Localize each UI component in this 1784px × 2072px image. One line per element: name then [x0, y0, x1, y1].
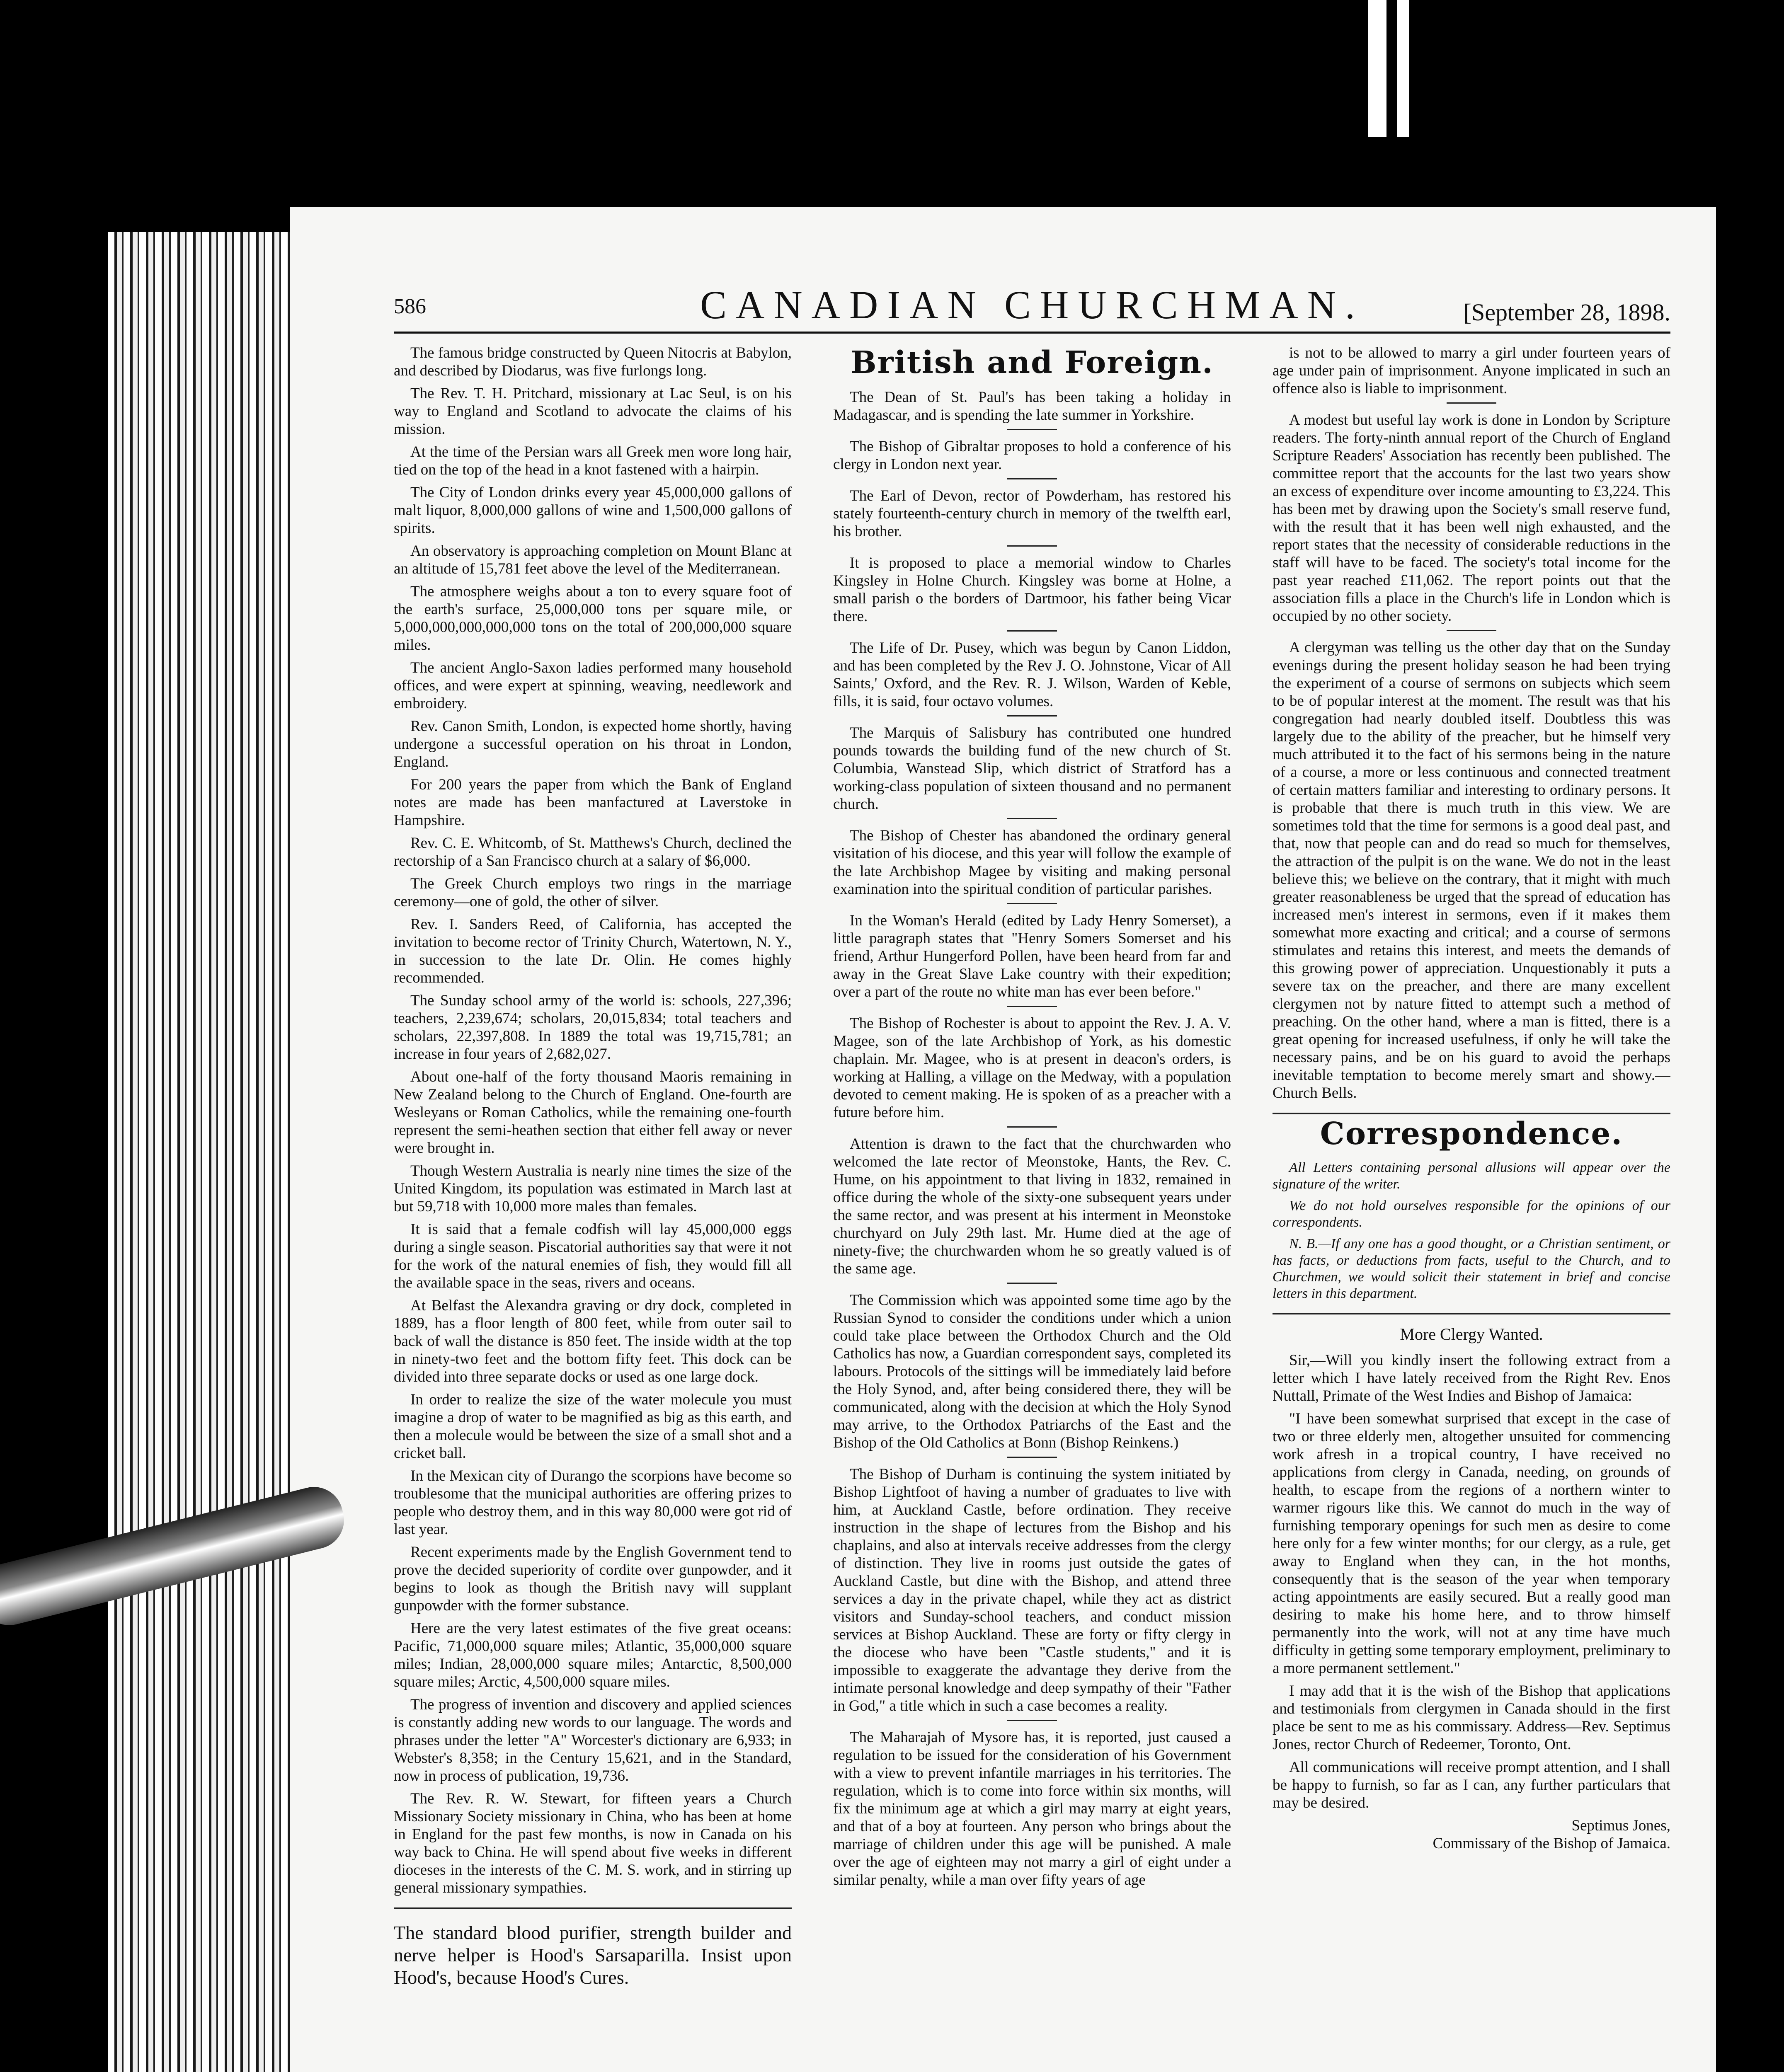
- separator: [1007, 545, 1057, 547]
- paragraph: The Life of Dr. Pusey, which was begun by Canon Liddon, and has been completed by the Rev J. O. Johnstone, Vicar of All Saints,' Oxford, and the Rev. R. J. Wilson, Warden of Keble, fills, it is said, four octavo volumes.: [833, 639, 1231, 710]
- page-number: 586: [394, 295, 426, 318]
- paragraph: The Marquis of Salisbury has contributed one hundred pounds towards the building fund of the new church of St. Columbia, Wanstead Slip, which district of Stratford has a working-class population of sixteen thousand and no permanent church.: [833, 724, 1231, 813]
- paragraph: A modest but useful lay work is done in London by Scripture readers. The forty-ninth annual report of the Church of England Scripture Readers' Association has recently been published. The committee report that the accounts for the last two years show an excess of expenditure over income amounting to £3,224. This has been met by drawing upon the Society's small reserve fund, with the result that it has been well nigh exhausted, and the report states that the necessity of considerable reductions in the staff will have to be faced. The society's total income for the past year reached £11,062. The report points out that the association fills a place in the Church's life in London which is occupied by no other society.: [1273, 411, 1670, 625]
- separator: [1273, 1313, 1670, 1314]
- signature-title: Commissary of the Bishop of Jamaica.: [1433, 1835, 1670, 1852]
- paragraph: The Earl of Devon, rector of Powderham, has restored his stately fourteenth-century church in memory of the twelfth earl, his brother.: [833, 487, 1231, 540]
- paragraph: In the Woman's Herald (edited by Lady Henry Somerset), a little paragraph states that "Henry Somers Somerset and his friend, Arthur Hungerford Pollen, have been heard from far and away in the Great Slave Lake country with their expedition; over a part of the route no white man has ever been before.": [833, 912, 1231, 1000]
- paragraph: The Sunday school army of the world is: schools, 227,396; teachers, 2,239,674; scholars, 20,015,834; total teachers and scholars, 22,397,808. In 1889 the total was 19,715,781; an increase in four years of 2,682,027.: [394, 992, 792, 1063]
- paragraph: All Letters containing personal allusions will appear over the signature of the writer.: [1273, 1160, 1670, 1192]
- column-3-paragraphs: [1273, 344, 1670, 1102]
- paragraph: N. B.—If any one has a good thought, or a Christian sentiment, or has facts, or deductions from facts, useful to the Church, and to Churchmen, we would solicit their statement in brief and concise letters in this department.: [1273, 1236, 1670, 1301]
- paragraph: An observatory is approaching completion on Mount Blanc at an altitude of 15,781 feet above the level of the Mediterranean.: [394, 542, 792, 577]
- paragraph: All communications will receive prompt attention, and I shall be happy to furnish, so far as I can, any further particulars that may be desired.: [1273, 1759, 1670, 1811]
- binder-clip-top: [1368, 0, 1386, 137]
- binder-clip-top: [1397, 0, 1409, 137]
- paragraph: In order to realize the size of the water molecule you must imagine a drop of water to be magnified as big as this earth, and then a molecule would be between the size of a small shot and a cricket ball.: [394, 1391, 792, 1462]
- separator: [1273, 1113, 1670, 1114]
- separator: [1007, 1126, 1057, 1128]
- paragraph: The famous bridge constructed by Queen Nitocris at Babylon, and described by Diodarus, was five furlongs long.: [394, 344, 792, 379]
- paragraph: Here are the very latest estimates of the five great oceans: Pacific, 71,000,000 square miles; Atlantic, 35,000,000 square miles; Indian, 28,000,000 square miles; Antarctic, 8,500,000 square miles; Arctic, 4,500,000 square miles.: [394, 1620, 792, 1690]
- paragraph: The Greek Church employs two rings in the marriage ceremony—one of gold, the other of silver.: [394, 875, 792, 910]
- column-2-paragraphs: [833, 388, 1231, 1889]
- letter-title: More Clergy Wanted.: [1400, 1325, 1543, 1343]
- correspondence-notes: [1273, 1159, 1670, 1302]
- paragraph: The atmosphere weighs about a ton to every square foot of the earth's surface, 25,000,000 tons per square mile, or 5,000,000,000,000,000 tons on the total of 200,000,000 square miles.: [394, 583, 792, 654]
- paragraph: It is proposed to place a memorial window to Charles Kingsley in Holne Church. Kingsley was borne at Holne, a small parish o the borders of Dartmoor, his father being Vicar there.: [833, 554, 1231, 625]
- paragraph: The Dean of St. Paul's has been taking a holiday in Madagascar, and is spending the late summer in Yorkshire.: [833, 389, 1231, 424]
- paragraph: In the Mexican city of Durango the scorpions have become so troublesome that the municipal authorities are offering prizes to people who destroy them, and in this way 80,000 were got rid of last year.: [394, 1467, 792, 1538]
- paragraph: The City of London drinks every year 45,000,000 gallons of malt liquor, 8,000,000 gallons of wine and 1,500,000 gallons of spirits.: [394, 484, 792, 537]
- paragraph: Rev. Canon Smith, London, is expected home shortly, having undergone a successful operation on his throat in London, England.: [394, 718, 792, 770]
- correspondence-title: Correspondence.: [1320, 1116, 1623, 1152]
- letter-body: [1273, 1351, 1670, 1812]
- paragraph: For 200 years the paper from which the Bank of England notes are made has been manfactured at Laverstoke in Hampshire.: [394, 776, 792, 829]
- paragraph: The Maharajah of Mysore has, it is reported, just caused a regulation to be issued for the consideration of his Government with a view to prevent infantile marriages in his territories. The regulation, which is to come into force within six months, will fix the minimum age at which a girl may marry at eight years, and that of a boy at fourteen. Any person who brings about the marriage of children under this age will be punished. A male over the age of eighteen may not marry a girl of eight under a similar penalty, while a man over fifty years of age: [833, 1729, 1231, 1888]
- paragraph: The Bishop of Rochester is about to appoint the Rev. J. A. V. Magee, son of the late Archbishop of York, as his domestic chaplain. Mr. Magee, who is at present in deacon's orders, is working at Halling, a village on the Medway, with a population devoted to cement making. He is spoken of as a preacher with a future before him.: [833, 1015, 1231, 1121]
- column-1: [394, 344, 792, 2072]
- separator: [1447, 630, 1496, 631]
- paragraph: Rev. I. Sanders Reed, of California, has accepted the invitation to become rector of Trinity Church, Watertown, N. Y., in succession to the late Dr. Olin. He comes highly recommended.: [394, 916, 792, 986]
- paragraph: The Rev. R. W. Stewart, for fifteen years a Church Missionary Society missionary in China, who has been at home in England for the past few months, is now in Canada on his way back to China. He will spend about five weeks in different dioceses in the interests of the C. M. S. work, and in stirring up general missionary sympathies.: [394, 1790, 792, 1896]
- paragraph: Recent experiments made by the English Government tend to prove the decided superiority of cordite over gunpowder, and it begins to look as though the British navy will supplant gunpowder with the former substance.: [394, 1544, 792, 1614]
- paragraph: About one-half of the forty thousand Maoris remaining in New Zealand belong to the Church of England. One-fourth are Wesleyans or Roman Catholics, while the remaining one-fourth represent the semi-heathen section that either fell away or never were brought in.: [394, 1068, 792, 1157]
- separator: [1007, 1283, 1057, 1284]
- paragraph: The Commission which was appointed some time ago by the Russian Synod to consider the conditions under which a union could take place between the Orthodox Church and the Old Catholics has now, a Guardian correspondent says, completed its labours. Protocols of the sittings will be immediately laid before the Holy Synod, and, after being considered there, they will be communicated, along with the decision at which the Holy Synod may arrive, to the Orthodox Patriarchs of the East and the Bishop of the Old Catholics at Bonn (Bishop Reinkens.): [833, 1292, 1231, 1451]
- header-rule: [394, 332, 1670, 334]
- paragraph: At the time of the Persian wars all Greek men wore long hair, tied on the top of the head in a knot fastened with a hairpin.: [394, 443, 792, 478]
- signature-name: Septimus Jones,: [1571, 1817, 1670, 1834]
- paragraph: is not to be allowed to marry a girl under fourteen years of age under pain of imprisonment. Anyone implicated in such an offence also is liable to imprisonment.: [1273, 344, 1670, 397]
- column-3: [1273, 344, 1670, 2072]
- column-1-paragraphs: [394, 344, 792, 1897]
- separator: [1007, 715, 1057, 716]
- paragraph: "I have been somewhat surprised that except in the case of two or three elderly men, altogether unsuited for commencing work afresh in a tropical country, I have received no applications from clergy in Canada, needing, on grounds of health, to escape from the regions of a northern winter to warmer rigours like this. We cannot do much in the way of furnishing temporary openings for such men as desire to come here only for a few winter months; for our clergy, as a rule, get away to England when they can, in the hot months, consequently that is the season of the year when temporary acting appointments are easily secured. But a really good man desiring to make his home here, and to throw himself permanently into the work, will not at any time have much difficulty in getting some temporary employment, preliminary to a more permanent settlement.": [1273, 1410, 1670, 1677]
- separator: [394, 1907, 792, 1909]
- paragraph: The ancient Anglo-Saxon ladies performed many household offices, and were expert at spinning, weaving, needlework and embroidery.: [394, 659, 792, 712]
- paragraph: I may add that it is the wish of the Bishop that applications and testimonials from clergymen in Canada should in the first place be sent to me as his commissary. Address—Rev. Septimus Jones, rector Church of Redeemer, Toronto, Ont.: [1273, 1682, 1670, 1753]
- paragraph: Rev. C. E. Whitcomb, of St. Matthews's Church, declined the rectorship of a San Francisco church at a salary of $6,000.: [394, 835, 792, 869]
- newspaper-page: [290, 207, 1716, 2072]
- separator: [1007, 818, 1057, 819]
- paragraph: It is said that a female codfish will lay 45,000,000 eggs during a single season. Piscatorial authorities say that were it not for the work of the natural enemies of fish, they would fill all the available space in the seas, rivers and oceans.: [394, 1221, 792, 1291]
- separator: [1007, 903, 1057, 904]
- separator: [1007, 1006, 1057, 1007]
- paragraph: The Rev. T. H. Pritchard, missionary at Lac Seul, is on his way to England and Scotland to advocate the claims of his mission.: [394, 385, 792, 438]
- separator: [1007, 630, 1057, 632]
- paragraph: Sir,—Will you kindly insert the following extract from a letter which I have lately received from the Right Rev. Enos Nuttall, Primate of the West Indies and Bishop of Jamaica:: [1273, 1352, 1670, 1404]
- column-2: [833, 344, 1231, 2072]
- paragraph: The progress of invention and discovery and applied sciences is constantly adding new words to our language. The words and phrases under the letter "A" Worcester's dictionary are 6,933; in Webster's 8,358; in the Century 15,621, and in the Standard, now in process of publication, 19,736.: [394, 1696, 792, 1784]
- separator: [1447, 402, 1496, 404]
- paragraph: The Bishop of Gibraltar proposes to hold a conference of his clergy in London next year.: [833, 438, 1231, 473]
- paragraph: The Bishop of Chester has abandoned the ordinary general visitation of his diocese, and this year will follow the example of the late Archbishop Magee by visiting and making personal examination into the spiritual condition of particular parishes.: [833, 827, 1231, 898]
- separator: [1007, 1720, 1057, 1721]
- separator: [1007, 429, 1057, 430]
- advertisement: The standard blood purifier, strength builder and nerve helper is Hood's Sarsaparilla. Insist upon Hood's, because Hood's Cures.: [394, 1922, 792, 1988]
- paragraph: We do not hold ourselves responsible for the opinions of our correspondents.: [1273, 1198, 1670, 1230]
- paragraph: The Bishop of Durham is continuing the system initiated by Bishop Lightfoot of having a number of graduates to live with him, at Auckland Castle, before ordination. They receive instruction in the shape of lectures from the Bishop and his chaplains, and also at intervals receive addresses from the clergy of distinction. They live in rooms just outside the gates of Auckland Castle, but dine with the Bishop, and attend three services a day in the private chapel, while they act as district visitors and Sunday-school teachers, and conduct mission services at Bishop Auckland. These are forty or fifty clergy in the diocese who have been "Castle students," and it is impossible to exaggerate the advantage they derive from the intimate personal knowledge and deep sympathy of their "Father in God," a title which in such a case becomes a reality.: [833, 1466, 1231, 1714]
- section-title: British and Foreign.: [851, 345, 1214, 380]
- separator: [1007, 1457, 1057, 1458]
- paragraph: At Belfast the Alexandra graving or dry dock, completed in 1889, has a floor length of 800 feet, while from outer sail to back of wall the distance is 850 feet. The inside width at the top in ninety-two feet and the bottom fifty feet. This dock can be divided into three separate docks or used as one large dock.: [394, 1297, 792, 1385]
- issue-date: [September 28, 1898.: [1463, 299, 1670, 326]
- paragraph: Though Western Australia is nearly nine times the size of the United Kingdom, its population was estimated in March last at but 59,718 with 10,000 more males than females.: [394, 1162, 792, 1215]
- masthead: CANADIAN CHURCHMAN.: [700, 283, 1365, 327]
- paragraph: Attention is drawn to the fact that the churchwarden who welcomed the late rector of Meonstoke, Hants, the Rev. C. Hume, on his appointment to that living in 1832, remained in office during the whole of the sixty-one subsequent years under the same rector, and was present at his interment in Meonstoke churchyard on July 29th last. Mr. Hume died at the age of ninety-five; the churchwarden whom he so greatly valued is of the same age.: [833, 1135, 1231, 1277]
- page-header: [394, 282, 1670, 327]
- book-page-edges: [108, 232, 298, 2072]
- separator: [1007, 478, 1057, 479]
- paragraph: A clergyman was telling us the other day that on the Sunday evenings during the present holiday season he had been trying the experiment of a course of sermons on subjects which seem to be of popular interest at the moment. The result was that his congregation had nearly doubled itself. Doubtless this was largely due to the ability of the preacher, but he himself very much attributed it to the fact of his sermons being in the nature of a course, a more or less continuous and connected treatment of certain matters familiar and interesting to ordinary persons. It is probable that there is much truth in this view. We are sometimes told that the time for sermons is a good deal past, and that, now that people can and do read so much for themselves, the attraction of the pulpit is on the wane. We do not in the least believe this; we believe on the contrary, that it might with much greater reasonableness be urged that the spread of education has increased men's interest in sermons, even if it makes them somewhat more exacting and critical; and a course of sermons stimulates and retains this interest, and meets the demands of this growing power of appreciation. Unquestionably it puts a severe tax on the preacher, and there are many excellent clergymen not by nature fitted to attempt such a method of preaching. On the other hand, where a man is fitted, there is a great opening for increased usefulness, if only he will take the necessary pains, and be on his guard to avoid the perhaps inevitable temptation to become merely smart and showy.—Church Bells.: [1273, 639, 1670, 1101]
